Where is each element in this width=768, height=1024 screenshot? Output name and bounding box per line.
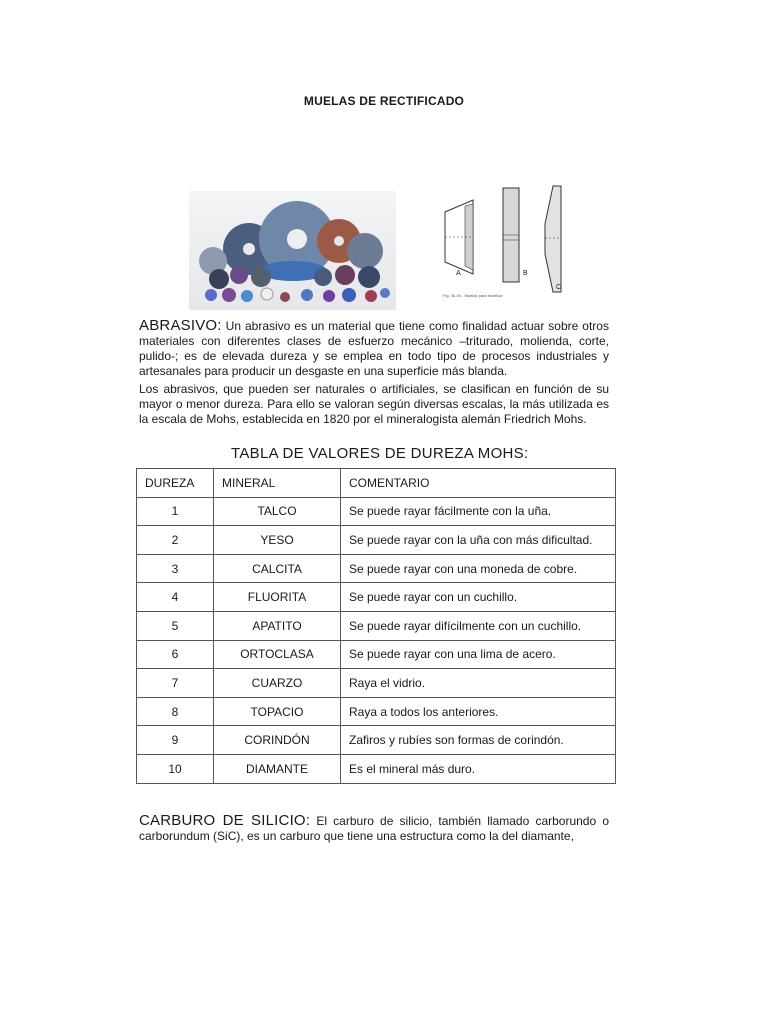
hardness-cell: 9 xyxy=(137,726,214,755)
table-row xyxy=(137,669,616,698)
comment-cell: Raya el vidrio. xyxy=(341,669,616,698)
hardness-cell: 3 xyxy=(137,554,214,583)
header-comentario: COMENTARIO xyxy=(341,469,616,498)
table-row xyxy=(137,726,616,755)
table-row xyxy=(137,526,616,555)
hardness-cell: 2 xyxy=(137,526,214,555)
table-row xyxy=(137,611,616,640)
table-title: TABLA DE VALORES DE DUREZA MOHS: xyxy=(231,445,529,462)
mineral-cell: APATITO xyxy=(214,611,341,640)
comment-cell: Es el mineral más duro. xyxy=(341,754,616,783)
table-row xyxy=(137,497,616,526)
mineral-cell: FLUORITA xyxy=(214,583,341,612)
figure-label-c: C xyxy=(556,284,562,291)
mineral-cell: TOPACIO xyxy=(214,697,341,726)
mineral-cell: CORINDÓN xyxy=(214,726,341,755)
header-mineral: MINERAL xyxy=(214,469,341,498)
table-row xyxy=(137,554,616,583)
mineral-cell: TALCO xyxy=(214,497,341,526)
mineral-cell: DIAMANTE xyxy=(214,754,341,783)
abrasivo-paragraph-2: Los abrasivos, que pueden ser naturales o artificiales, se clasifican en función de su mayor o menor dureza. Para ello se valoran según diversas escalas, la más utilizada es la escala de Mohs, establecida en 1820 por el mineralogista alemán Friedrich Mohs. xyxy=(139,382,609,426)
comment-cell: Se puede rayar con un cuchillo. xyxy=(341,583,616,612)
table-row xyxy=(137,697,616,726)
comment-cell: Raya a todos los anteriores. xyxy=(341,697,616,726)
mineral-cell: ORTOCLASA xyxy=(214,640,341,669)
carburo-heading: CARBURO DE SILICIO: xyxy=(139,812,311,829)
abrasivo-text-1: Un abrasivo es un material que tiene como finalidad actuar sobre otros materiales con diferentes clases de esfuerzo mecánico –triturado, molienda, corte, pulido-; es de elevada dureza y se emplea en todo tipo de procesos industriales y artesanales para producir un desgaste en una superficie más blanda. xyxy=(139,319,609,378)
table-header-row xyxy=(137,469,616,498)
table-row xyxy=(137,583,616,612)
comment-cell: Se puede rayar fácilmente con la uña. xyxy=(341,497,616,526)
header-dureza: DUREZA xyxy=(137,469,214,498)
mineral-cell: CALCITA xyxy=(214,554,341,583)
mineral-cell: YESO xyxy=(214,526,341,555)
hardness-cell: 4 xyxy=(137,583,214,612)
carburo-text: El carburo de silicio, también llamado carborundo o carborundum (SiC), es un carburo que tiene una estructura como la del diamante, xyxy=(139,814,609,843)
table-row xyxy=(137,640,616,669)
grinding-wheels-photo xyxy=(189,191,396,310)
hardness-cell: 8 xyxy=(137,697,214,726)
hardness-cell: 7 xyxy=(137,669,214,698)
abrasivo-paragraph-1 xyxy=(139,318,609,379)
comment-cell: Zafiros y rubíes son formas de corindón. xyxy=(341,726,616,755)
comment-cell: Se puede rayar con una moneda de cobre. xyxy=(341,554,616,583)
page-title: MUELAS DE RECTIFICADO xyxy=(303,94,465,108)
hardness-cell: 1 xyxy=(137,497,214,526)
figure-label-b: B xyxy=(523,270,528,277)
carburo-paragraph xyxy=(139,813,609,844)
mohs-table xyxy=(136,468,616,784)
abrasivo-heading: ABRASIVO: xyxy=(139,317,222,334)
mineral-cell: CUARZO xyxy=(214,669,341,698)
comment-cell: Se puede rayar con una lima de acero. xyxy=(341,640,616,669)
hardness-cell: 5 xyxy=(137,611,214,640)
figure-caption: Fig. 36-40 - Muelas para rectificar xyxy=(443,293,503,298)
hardness-cell: 6 xyxy=(137,640,214,669)
hardness-cell: 10 xyxy=(137,754,214,783)
figure-label-a: A xyxy=(456,270,461,277)
comment-cell: Se puede rayar con la uña con más dificultad. xyxy=(341,526,616,555)
comment-cell: Se puede rayar difícilmente con un cuchillo. xyxy=(341,611,616,640)
table-row xyxy=(137,754,616,783)
